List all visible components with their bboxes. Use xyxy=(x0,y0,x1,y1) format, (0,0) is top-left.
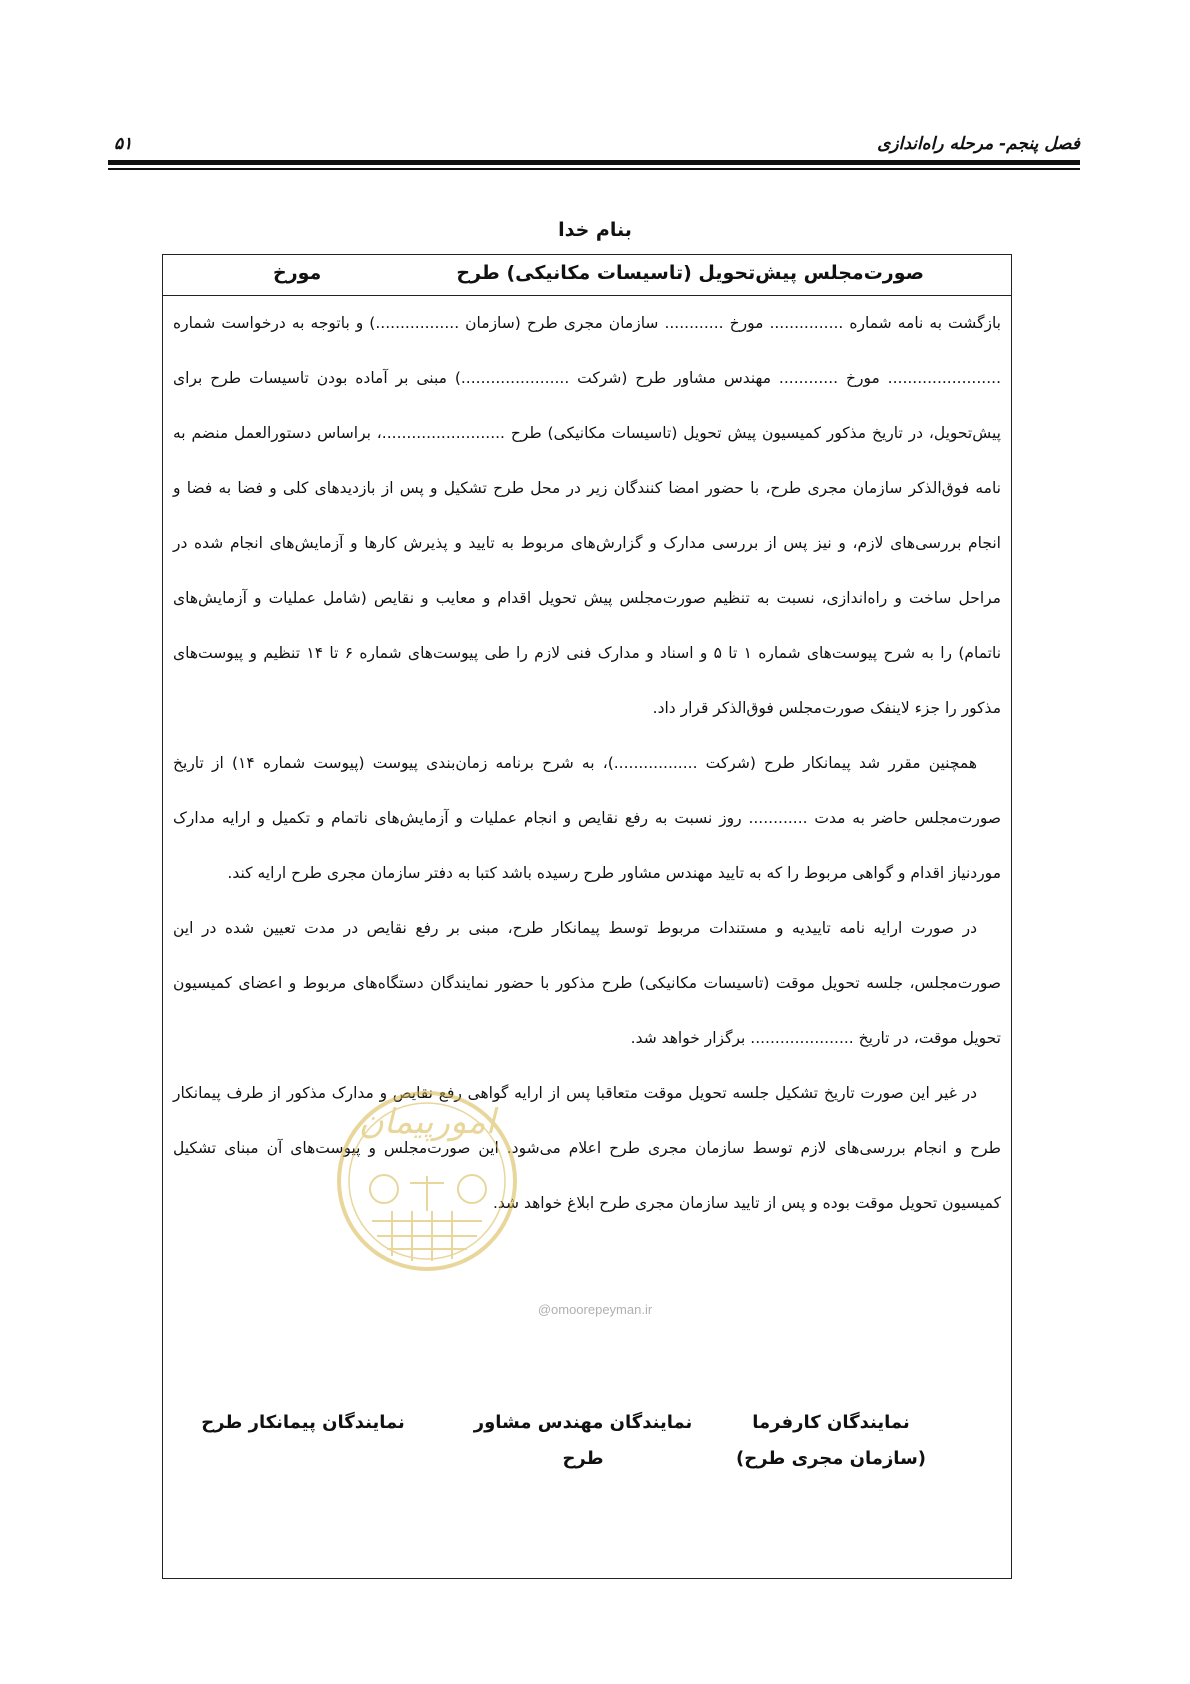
invocation-heading: بنام خدا xyxy=(558,219,632,241)
form-body xyxy=(173,296,1001,1231)
signature-employer-title: نمایندگان کارفرما xyxy=(752,1412,910,1433)
watermark-url: @omoorepeyman.ir xyxy=(537,1302,653,1317)
signature-employer xyxy=(711,1405,951,1477)
watermark-logo-text: امورپیمان xyxy=(358,1102,496,1142)
paragraph-intro: بازگشت به نامه شماره ............... مورخ ............ سازمان مجری طرح (سازمان .................) و باتوجه به درخواست شماره ....................... مورخ ............ مهندس مشاور طرح (شرکت ......................) مبنی بر آماده بودن تاسیسات طرح برای پیش‌تحویل، در تاریخ مذکور کمیسیون پیش تحویل (تاسیسات مکانیکی) طرح .........................، براساس دستورالعمل منضم به نامه فوق‌الذکر سازمان مجری طرح، با حضور امضا کنندگان زیر در محل طرح تشکیل و پس از بازدیدهای کلی و فضا به فضا و انجام بررسی‌های لازم، و نیز پس از بررسی مدارک و گزارش‌های مربوط به تایید و پذیرش کارها و آزمایش‌های انجام شده در مراحل ساخت و راه‌اندازی، نسبت به تنظیم صورت‌مجلس پیش تحویل اقدام و معایب و نقایص (شامل عملیات و آزمایش‌های ناتمام) را به شرح پیوست‌های شماره ۱ تا ۵ و اسناد و مدارک فنی لازم را طی پیوست‌های شماره ۶ تا ۱۴ تنظیم و پیوست‌های مذکور را جزء لاینفک صورت‌مجلس فوق‌الذکر قرار داد. xyxy=(173,314,1002,717)
signature-employer-subtitle: (سازمان مجری طرح) xyxy=(735,1448,926,1469)
paragraph-contractor-deadline: همچنین مقرر شد پیمانکار طرح (شرکت .................)، به شرح برنامه زمان‌بندی پیوست (پیوست شماره ۱۴) از تاریخ صورت‌مجلس حاضر به مدت ............ روز نسبت به رفع نقایص و انجام عملیات و آزمایش‌های ناتمام و تکمیل و ارایه مدارک موردنیاز اقدام و گواهی مربوط را که به تایید مهندس مشاور طرح رسیده باشد کتبا به دفتر سازمان مجری طرح ارایه کند. xyxy=(173,754,1001,882)
paragraph-temporary-delivery: در صورت ارایه نامه تاییدیه و مستندات مربوط توسط پیمانکار طرح، مبنی بر رفع نقایص در مدت تعیین شده در این صورت‌مجلس، جلسه تحویل موقت (تاسیسات مکانیکی) طرح مذکور با حضور نمایندگان دستگاه‌های مربوط و اعضای کمیسیون تحویل موقت، در تاریخ ..................... برگزار خواهد شد. xyxy=(173,919,1001,1047)
signature-contractor xyxy=(183,1405,423,1441)
signatures-row xyxy=(163,1405,1011,1535)
form-date-label: مورخ xyxy=(273,262,322,284)
form-title: صورت‌مجلس پیش‌تحویل (تاسیسات مکانیکی) طرح xyxy=(456,262,924,284)
header-rule-thick xyxy=(108,160,1080,165)
header-rule-thin xyxy=(108,168,1080,170)
paragraph-otherwise: در غیر این صورت تاریخ تشکیل جلسه تحویل موقت متعاقبا پس از ارایه گواهی رفع نقایص و مدارک مذکور از طرف پیمانکار طرح و انجام بررسی‌های لازم توسط سازمان مجری طرح اعلام می‌شود. این صورت‌مجلس و پیوست‌های آن مبنای تشکیل کمیسیون تحویل موقت بوده و پس از تایید سازمان مجری طرح ابلاغ خواهد شد. xyxy=(173,1084,1001,1212)
signature-consultant-title: نمایندگان مهندس مشاور xyxy=(473,1412,693,1433)
signature-consultant xyxy=(463,1405,703,1477)
signature-contractor-title: نمایندگان پیمانکار طرح xyxy=(201,1412,405,1433)
form-title-row xyxy=(163,255,1011,296)
chapter-title: فصل پنجم- مرحله راه‌اندازی xyxy=(877,134,1080,154)
signature-consultant-subtitle: طرح xyxy=(562,1448,604,1469)
minutes-form xyxy=(162,254,1012,1579)
page-number: ۵۱ xyxy=(114,134,133,154)
